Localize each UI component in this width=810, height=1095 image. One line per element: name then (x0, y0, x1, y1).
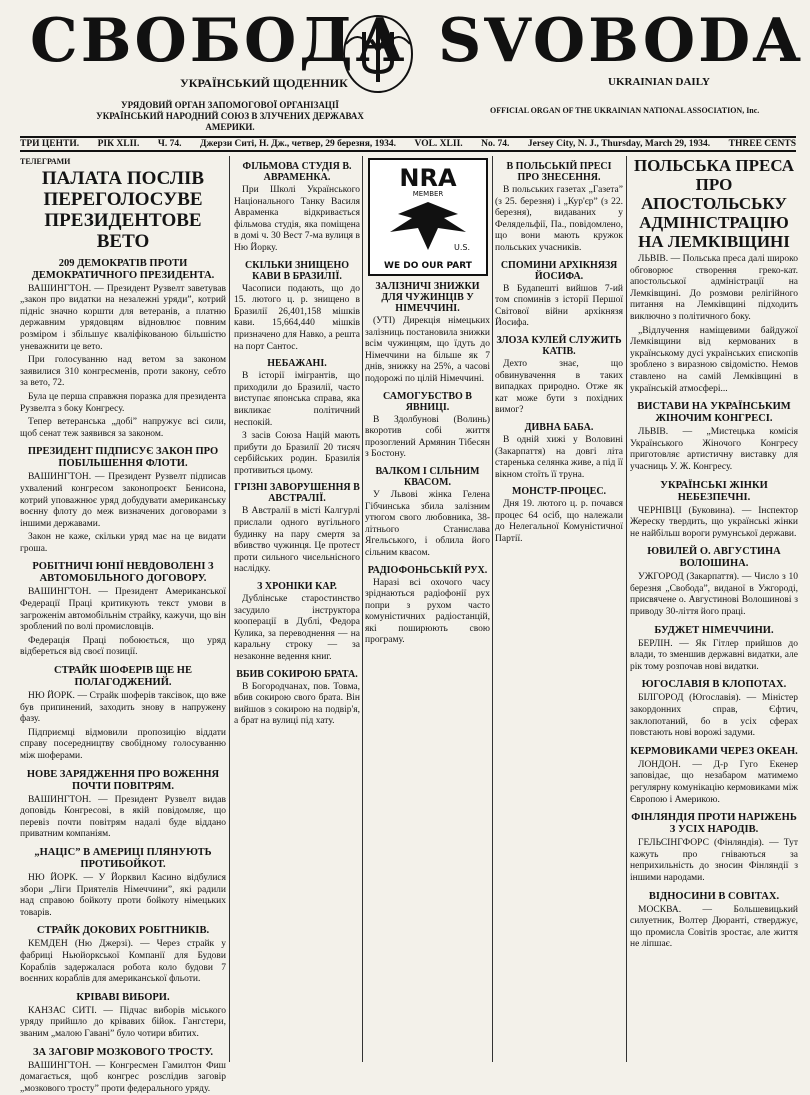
article-paragraph: З засів Союза Націй мають прибути до Бразилії 20 тисяч сербійських родин. Бразилія противиться цьому. (234, 431, 360, 477)
article-paragraph: ЛЬВІВ. — „Мистецька комісія Українського Жіночого Конгресу приготовляє артистичну виставку для учасниць У. Ж. Конгресу. (630, 427, 798, 473)
article-headline: ПРЕЗИДЕНТ ПІДПИСУЄ ЗАКОН ПРО ПОБІЛЬШЕННЯ ФЛОТИ. (20, 446, 226, 470)
article-paragraph: ВАШИНГТОН. — Президент Американської Федерації Праці критикують текст умови в загроженім автомобільнім страйку, кажучи, що він зроблений по волі промисловців. (20, 587, 226, 633)
article-paragraph: МОСКВА. — Большевицький силуетник, Волтер Дюранті, стверджує, що промисла Совітів зростає, але життя не ліпшає. (630, 905, 798, 951)
column-3 (365, 156, 490, 1062)
article-paragraph: БІЛГОРОД (Югославія). — Міністер закордонних справ, Єфтич, заклопотаний, бо в усіх сферах повстають нові ворожі задуми. (630, 693, 798, 739)
article-headline: ВІДНОСИНИ В СОВІТАХ. (630, 891, 798, 903)
lead-subheadline: 209 ДЕМОКРАТІВ ПРОТИ ДЕМОКРАТИЧНОГО ПРЕЗИДЕНТА. (20, 258, 226, 282)
lead-headline: ПАЛАТА ПОСЛІВ ПЕРЕГОЛОСУВЕ ПРЕЗИДЕНТОВЕ ВЕТО (20, 168, 226, 252)
article-paragraph: ЛЬВІВ. — Польська преса далі широко обговорює створення греко-кат. апостольської адміністрації на Лемківщині. До розмови релігійного питання на Лемківщині підходить виключно з політичного боку. (630, 254, 798, 324)
column-divider (492, 156, 493, 1062)
column-divider (626, 156, 627, 1062)
article-headline: УКРАЇНСЬКІ ЖІНКИ НЕБЕЗПЕЧНІ. (630, 480, 798, 504)
article-headline: РОБІТНИЧІ ЮНІЇ НЕВДОВОЛЕНІ З АВТОМОБІЛЬНОГО ДОГОВОРУ. (20, 561, 226, 585)
article-paragraph: В Здолбунові (Волинь) вкоротив собі життя прозоглений Армянин Тібесян з Бостону. (365, 415, 490, 461)
article-paragraph: Дехто знає, що обвинувачення в таких випадках природно. Отже як кат може бути з похідних вимог? (495, 359, 623, 417)
article-headline: СТРАЙК ШОФЕРІВ ЩЕ НЕ ПОЛАГОДЖЕНИЙ. (20, 665, 226, 689)
article-paragraph: Підприємці відмовили пропозицію віддати справу посередництву свобідному голосуванню між шоферами. (20, 728, 226, 763)
article-headline: ДИВНА БАБА. (495, 422, 623, 433)
article-headline: ВБИВ СОКИРОЮ БРАТА. (234, 669, 360, 680)
article-headline: БУДЖЕТ НІМЕЧЧИНИ. (630, 625, 798, 637)
article-paragraph: В Австралії в місті Калгурлі прислали одного вугільного будинку на пару смертя за вбивство чужинця. Це протест проти сильного чисельнісного наслідку. (234, 506, 360, 576)
article-paragraph: НЮ ЙОРК. — Страйк шоферів таксівок, що вже був припинений, заходить знову в напружену фазу. (20, 691, 226, 726)
article-paragraph: Наразі всі охочого часу зріднаються радіофонії рух попри з рухом часто комуністичних радіостанцій, які поширюють свою програму. (365, 578, 490, 648)
article-paragraph: ВАШИНГТОН. — Президент Рузвелт підписав ухвалений конгресом законопроєкт Бенисона, котрий уповажнює уряд добудувати американську воєнну флоту до меж визначених договорами з іншими державами. (20, 472, 226, 530)
nra-motto-text: WE DO OUR PART (384, 261, 473, 271)
article-paragraph: Часописи подають, що до 15. лютого ц. р. знищено в Бразилії 26,401,158 мішків кави. 15,664,440 мішків призначено для Навко, а решта на порт Сантос. (234, 284, 360, 354)
column-5 (630, 156, 798, 1062)
article-headline: СТРАЙК ДОКОВИХ РОБІТНИКІВ. (20, 925, 226, 937)
article-headline: СКІЛЬКИ ЗНИЩЕНО КАВИ В БРАЗИЛІЇ. (234, 260, 360, 282)
column-2 (234, 156, 360, 1062)
year-cyrillic: РІК XLII. (98, 139, 140, 149)
article-paragraph: ВАШИНГТОН. — Конгресмен Гамилтон Фиш домагається, щоб конгрес розслідив заговір „мозкового тросту” проти федерального уряду. (20, 1061, 226, 1095)
issue-number-latin: No. 74. (481, 139, 509, 149)
article-headline: „НАЦІС” В АМЕРИЦІ ПЛЯНУЮТЬ ПРОТИБОЙКОТ. (20, 847, 226, 871)
place-date-latin: Jersey City, N. J., Thursday, March 29, 1934. (528, 139, 710, 149)
article-paragraph: В Богородчанах, пов. Товма, вбив сокирою свого брата. Він вийшов з сокирою на подвір'я, а брат на вулиці під хату. (234, 682, 360, 728)
article-headline: КРІВАВІ ВИБОРИ. (20, 992, 226, 1004)
article-paragraph: При голосуванню над ветом за законом заявилися 310 конгресменів, проти закону, себто за вето, 72. (20, 355, 226, 390)
masthead-subtitle-cyrillic: УКРАЇНСЬКИЙ ЩОДЕННИК (180, 76, 348, 91)
article-paragraph: ЛОНДОН. — Д-р Гуго Екенер заповідає, що незабаром матимемо регулярну комунікацію кермовиками між Європою і Америкою. (630, 760, 798, 806)
article-paragraph: Дублінське старостинство засудило інструктора кооперації в Дублі, Федора Кулика, за переводнення — на каральну строку — за незаконне ведення книг. (234, 594, 360, 664)
price-latin: THREE CENTS (729, 139, 796, 149)
article-paragraph: „Відлучення наміщевими байдужої Лемківщини від кермованих в українському дусі українських єпископів зроблено з виразною свідомістю. Немов ставлено на самій Лемківщині в українській атмосфері... (630, 326, 798, 396)
section-overline: ТЕЛЕГРАМИ (20, 156, 226, 168)
nra-blue-eagle-logo (368, 158, 488, 276)
article-paragraph: (УТІ) Дирекція німецьких залізниць постановила знижки всім чужинцям, що їдуть до Німеччини на більше як 7 днів, знижку на 25%, а часові подорожі по цілій Німеччині. (365, 316, 490, 386)
masthead-title-latin: SVOBODA (438, 6, 803, 76)
article-headline: МОНСТР-ПРОЦЕС. (495, 486, 623, 497)
article-headline: РАДІОФОНЬСЬКІЙ РУХ. (365, 565, 490, 576)
article-headline: ВАЛКОМ І СІЛЬНИМ КВАСОМ. (365, 466, 490, 488)
article-paragraph: КЕМДЕН (Ню Джерзі). — Через страйк у фабриці Ньюйоркської Компанії для Будови Кораблів задержалася робота коло будови 7 воєнних кораблів для американської фльоти. (20, 939, 226, 985)
article-headline: КЕРМОВИКАМИ ЧЕРЕЗ ОКЕАН. (630, 746, 798, 758)
dateline-bar (20, 136, 796, 152)
article-paragraph: ГЕЛЬСІНГФОРС (Фінляндія). — Тут кажуть про гніваються за неприхильність до зносин Фінляндії з іншими народами. (630, 838, 798, 884)
volume-latin: VOL. XLII. (415, 139, 463, 149)
price-cyrillic: ТРИ ЦЕНТИ. (20, 139, 79, 149)
nra-us-text: U.S. (454, 243, 470, 252)
article-headline: САМОГУБСТВО В ЯВНИЦІ. (365, 391, 490, 413)
article-headline: СПОМИНИ АРХІКНЯЗЯ ЙОСИФА. (495, 260, 623, 282)
masthead-title-cyrillic: СВОБОДА (30, 6, 407, 76)
masthead-tagline-latin: OFFICIAL ORGAN OF THE UKRAINIAN NATIONAL ASSOCIATION, Inc. (490, 106, 770, 115)
article-headline: ВИСТАВИ НА УКРАЇНСЬКИМ ЖІНОЧИМ КОНГРЕСІ. (630, 401, 798, 425)
article-headline: В ПОЛЬСЬКІЙ ПРЕСІ ПРО ЗНЕСЕННЯ. (495, 161, 623, 183)
article-headline: ФІЛЬМОВА СТУДІЯ В. АВРАМЕНКА. (234, 161, 360, 183)
masthead-subtitle-latin: UKRAINIAN DAILY (608, 76, 710, 88)
article-paragraph: В історії імігрантів, що приходили до Бразилії, часто виступає японська справа, яка викликає політичний неспокій. (234, 371, 360, 429)
article-paragraph: НЮ ЙОРК. — У Йорквил Касино відбулися збори „Ліги Приятелів Німеччини”, які радили над справою бойкоту проти бойкоту німецьких товарів. (20, 873, 226, 919)
article-headline: З ХРОНІКИ КАР. (234, 581, 360, 592)
column-divider (362, 156, 363, 1062)
article-paragraph: Закон не каже, скільки уряд має на це видати гроша. (20, 532, 226, 555)
article-paragraph: В одній хижі у Воловині (Закарпаття) на довгі літа старенька селянка живе, а під її вікном стоїть її труна. (495, 435, 623, 481)
place-date-cyrillic: Джерзи Ситі, Н. Дж., четвер, 29 березня, 1934. (200, 139, 396, 149)
masthead (20, 6, 796, 134)
masthead-tagline-cyrillic: УРЯДОВИЙ ОРГАН ЗАПОМОГОВОЇ ОРГАНІЗАЦІЇ УКРАЇНСЬКИЙ НАРОДНИЙ СОЮЗ В ЗЛУЧЕНИХ ДЕРЖАВАХ АМЕРИКИ. (90, 100, 370, 133)
article-headline: ЮГОСЛАВІЯ В КЛОПОТАХ. (630, 679, 798, 691)
issue-number-cyrillic: Ч. 74. (158, 139, 182, 149)
article-paragraph: У Львові жінка Гелена Гібчинська збила залізним утюгом свого любовника, 38-літнього Станислава Ягельського, і облила його сільним квасом. (365, 490, 490, 560)
article-paragraph: Була це перша справжня поразка для президента Рузвелта з боку Конгресу. (20, 392, 226, 415)
nra-member-text: MEMBER (412, 190, 443, 198)
feature-headline: ПОЛЬСЬКА ПРЕСА ПРО АПОСТОЛЬСЬКУ АДМІНІСТРАЦІЮ НА ЛЕМКІВЩИНІ (630, 156, 798, 251)
article-paragraph: ВАШИНГТОН. — Президент Рузвелт заветував „закон про видатки на незалежні уряди”, котрий підніс значно коршти для ветеранів, а платню державним урядовцям відновлює повним розміром і збільшує кваліфікованою більшістю уневажнити це вето. (20, 284, 226, 354)
article-paragraph: Федерація Праці побоюється, що уряд відбереться від своєї позиції. (20, 636, 226, 659)
article-headline: ЮВИЛЕЙ О. АВГУСТИНА ВОЛОШИНА. (630, 546, 798, 570)
article-headline: НОВЕ ЗАРЯДЖЕННЯ ПРО ВОЖЕННЯ ПОЧТИ ПОВІТРЯМ. (20, 769, 226, 793)
article-paragraph: Дня 19. лютого ц. р. почався процес 64 осіб, що належали до Нелегальної Комуністичної Партії. (495, 499, 623, 545)
column-4 (495, 156, 623, 1062)
article-headline: НЕБАЖАНІ. (234, 358, 360, 369)
article-paragraph: В Будапешті вийшов 7-ий том споминів з історії Першої Світової війни архікнязя Йосифа. (495, 284, 623, 330)
article-paragraph: КАНЗАС СИТІ. — Підчас виборів міського уряду прийшло до крівавих бійок. Гангстери, званим „малою Гавані” було чотири вбитих. (20, 1006, 226, 1041)
article-headline: ЗА ЗАГОВІР МОЗКОВОГО ТРОСТУ. (20, 1047, 226, 1059)
trident-eagle-icon (338, 10, 418, 94)
article-paragraph: БЕРЛІН. — Як Гітлер прийшов до влади, то зменшив державні видатки, але рік тому розпочав нові видатки. (630, 639, 798, 674)
article-headline: ГРІЗНІ ЗАВОРУШЕННЯ В АВСТРАЛІЇ. (234, 482, 360, 504)
article-paragraph: Тепер ветеранська „добі” напружує всі сили, щоб сенат теж заявився за законом. (20, 417, 226, 440)
article-paragraph: УЖГОРОД (Закарпаття). — Число з 10 березня „Свобода”, виданої в Ужгороді, присвячене о. Августинові Волошинові з приводу 30-ліття його праці. (630, 572, 798, 618)
article-headline: ЗАЛІЗНИЧІ ЗНИЖКИ ДЛЯ ЧУЖИНЦІВ У НІМЕЧЧИНІ. (365, 281, 490, 314)
article-paragraph: ВАШИНГТОН. — Президент Рузвелт видав доповідь Конгресові, в якій повідомляє, що перевіз почти повітрям надалі буде віддано приватним компаніям. (20, 795, 226, 841)
article-paragraph: В польських газетах „Газета” (з 25. березня) і „Кур'єр” (з 22. березня), видаваних у Фелядельфії, Па., повідомлено, що вони мають кружок польських учасників. (495, 185, 623, 255)
column-divider (229, 156, 230, 1062)
article-headline: ЗЛОЗА КУЛЕЙ СЛУЖИТЬ КАТІВ. (495, 335, 623, 357)
article-headline: ФІНЛЯНДІЯ ПРОТИ НАРІЖЕНЬ З УСІХ НАРОДІВ. (630, 812, 798, 836)
nra-logo-text: NRA (399, 164, 457, 192)
column-1 (20, 156, 226, 1062)
article-paragraph: При Школі Українського Національного Танку Василя Авраменка відкривається фільмова студія, яка поміщена в домі ч. 30 Вест 7-ма вулиця в Ню Йорку. (234, 185, 360, 255)
article-paragraph: ЧЕРНІВЦІ (Буковина). — Інспектор Жереску твердить, що українські жінки не найбільш вороги румунської держави. (630, 506, 798, 541)
